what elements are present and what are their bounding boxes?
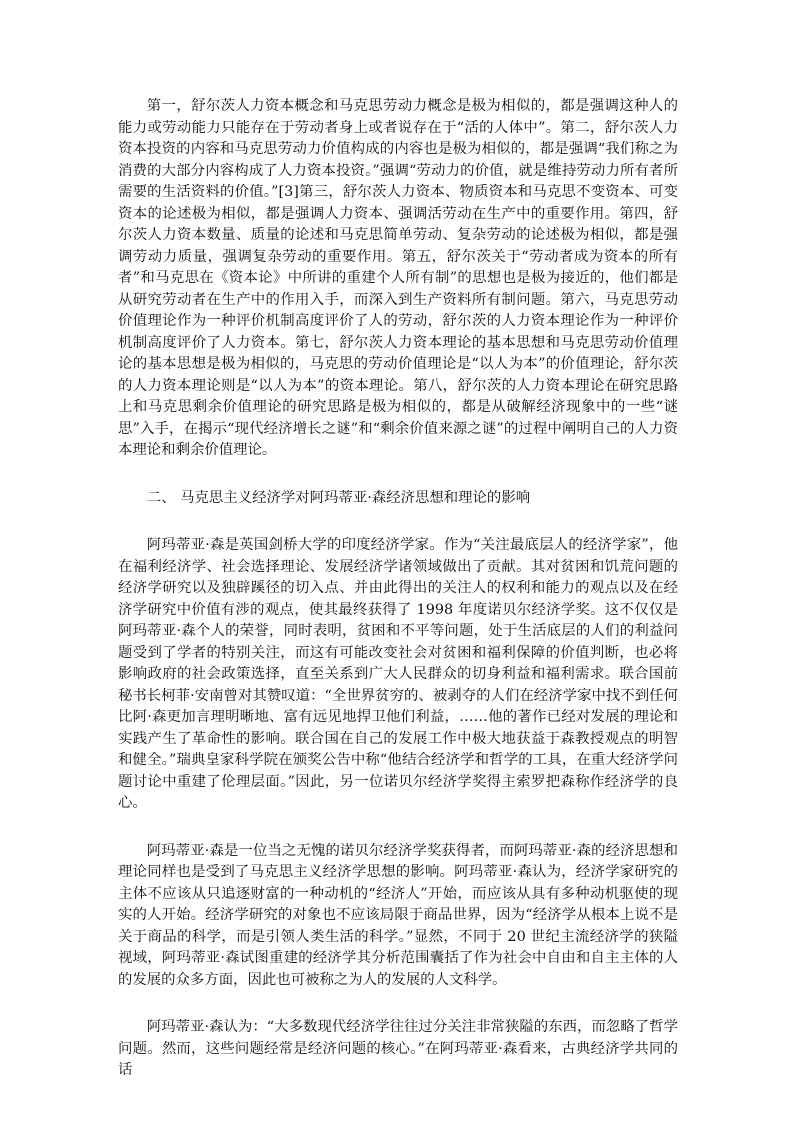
body-paragraph: 阿玛蒂亚·森认为：“大多数现代经济学往往过分关注非常狭隘的东西，而忽略了哲学问题。然而，这些问题经常是经济问题的核心。”在阿玛蒂亚·森看来，古典经济学共同的话	[118, 1019, 678, 1078]
body-paragraph: 阿玛蒂亚·森是英国剑桥大学的印度经济学家。作为“关注最底层人的经济学家”，他在福利经济学、社会选择理论、发展经济学诸领域做出了贡献。其对贫困和饥荒问题的经济学研究以及独辟蹊径的切入点、并由此得出的关注人的权利和能力的观点以及在经济学研究中价值有涉的观点，使其最终获得了 1998 年度诺贝尔经济学奖。这不仅仅是阿玛蒂亚·森个人的荣誉，同时表明，贫困和不平等问题，处于生活底层的人们的利益问题受到了学者的特别关注，而这有可能改变社会对贫困和福利保障的价值判断，也必将影响政府的社会政策选择，直至关系到广大人民群众的切身利益和福利需求。联合国前秘书长柯菲·安南曾对其赞叹道：“全世界贫穷的、被剥夺的人们在经济学家中找不到任何比阿·森更加言理明晰地、富有远见地捍卫他们利益，……他的著作已经对发展的理论和实践产生了革命性的影响。联合国在自己的发展工作中极大地获益于森教授观点的明智和健全。”瑞典皇家科学院在颁奖公告中称“他结合经济学和哲学的工具，在重大经济学问题讨论中重建了伦理层面。”因此，另一位诺贝尔经济学奖得主索罗把森称作经济学的良心。	[118, 537, 678, 811]
document-page	[118, 96, 678, 1082]
body-paragraph: 第一，舒尔茨人力资本概念和马克思劳动力概念是极为相似的，都是强调这种人的能力或劳动能力只能存在于劳动者身上或者说存在于“活的人体中”。第二，舒尔茨人力资本投资的内容和马克思劳动力价值构成的内容也是极为相似的，都是强调“我们称之为消费的大部分内容构成了人力资本投资。”强调“劳动力的价值，就是维持劳动力所有者所需要的生活资料的价值。”[3]第三，舒尔茨人力资本、物质资本和马克思不变资本、可变资本的论述极为相似，都是强调人力资本、强调活劳动在生产中的重要作用。第四，舒尔茨人力资本数量、质量的论述和马克思简单劳动、复杂劳动的论述极为相似，都是强调劳动力质量，强调复杂劳动的重要作用。第五，舒尔茨关于“劳动者成为资本的所有者”和马克思在《资本论》中所讲的重建个人所有制”的思想也是极为接近的，他们都是从研究劳动者在生产中的作用入手，而深入到生产资料所有制问题。第六，马克思劳动价值理论作为一种评价机制高度评价了人的劳动，舒尔茨的人力资本理论作为一种评价机制高度评价了人力资本。第七，舒尔茨人力资本理论的基本思想和马克思劳动价值理论的基本思想是极为相似的，马克思的劳动价值理论是“以人为本”的价值理论，舒尔茨的人力资本理论则是“以人为本”的资本理论。第八，舒尔茨的人力资本理论在研究思路上和马克思剩余价值理论的研究思路是极为相似的，都是从破解经济现象中的一些“谜思”入手，在揭示“现代经济增长之谜”和“剩余价值来源之谜”的过程中阐明自己的人力资本理论和剩余价值理论。	[118, 98, 678, 458]
body-paragraph: 阿玛蒂亚·森是一位当之无愧的诺贝尔经济学奖获得者，而阿玛蒂亚·森的经济思想和理论同样也是受到了马克思主义经济学思想的影响。阿玛蒂亚·森认为，经济学家研究的主体不应该从只追逐财富的一种动机的“经济人”开始，而应该从具有多种动机驱使的现实的人开始。经济学研究的对象也不应该局限于商品世界，因为“经济学从根本上说不是关于商品的科学，而是引领人类生活的科学。”显然，不同于 20 世纪主流经济学的狭隘视域，阿玛蒂亚·森试图重建的经济学其分析范围囊括了作为社会中自由和自主主体的人的发展的众多方面，因此也可被称之为人的发展的人文科学。	[118, 842, 678, 988]
section-heading: 二、 马克思主义经济学对阿玛蒂亚·森经济思想和理论的影响	[146, 489, 531, 506]
